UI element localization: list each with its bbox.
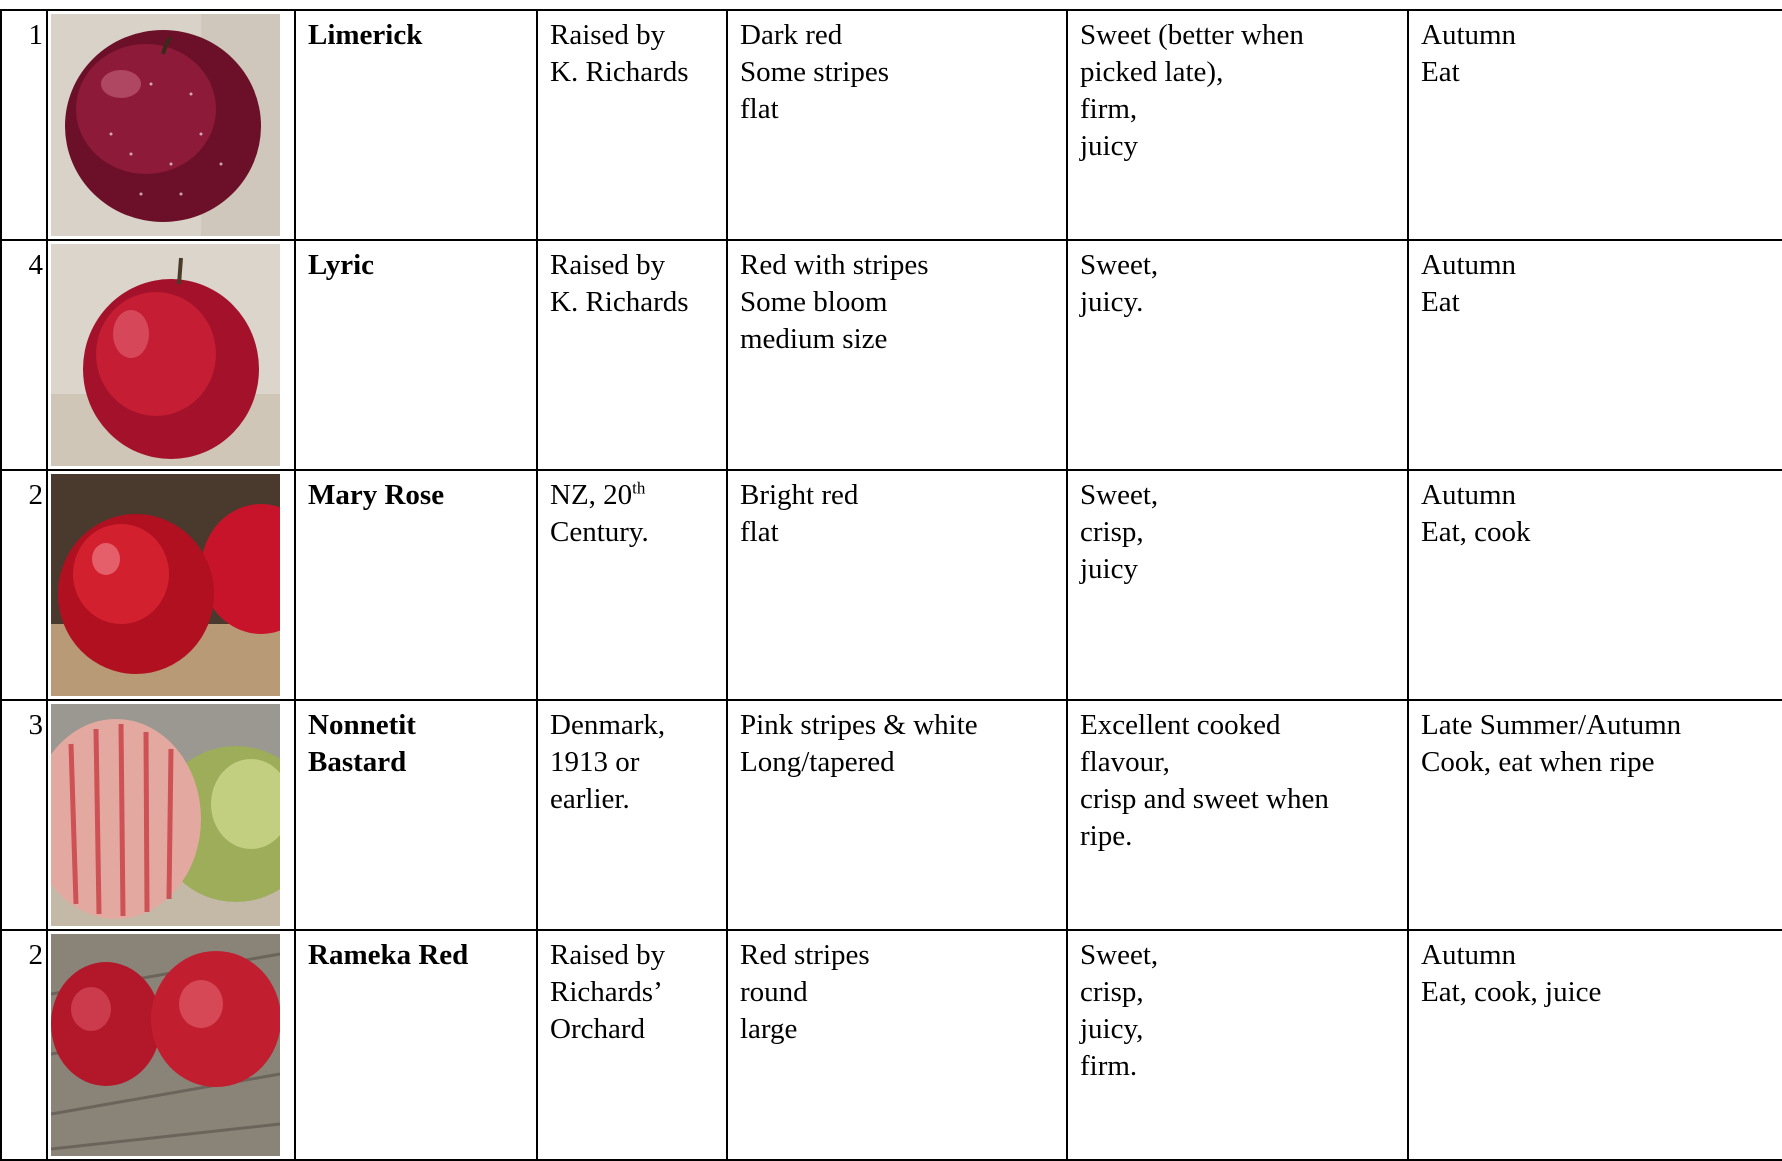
apple-photo-nonnetit-bastard [51, 704, 280, 926]
taste-cell: Sweet, crisp, juicy, firm. [1067, 930, 1408, 1160]
taste-cell: Sweet, juicy. [1067, 240, 1408, 470]
row-number: 2 [1, 930, 47, 1160]
row-number: 2 [1, 470, 47, 700]
apple-photo-rameka-red [51, 934, 280, 1156]
season-use-cell: Autumn Eat, cook, juice [1408, 930, 1782, 1160]
variety-name: Limerick [295, 10, 537, 240]
table-row [1, 470, 1782, 700]
table-row [1, 700, 1782, 930]
season-use-cell: Autumn Eat [1408, 10, 1782, 240]
appearance-cell: Red stripes round large [727, 930, 1067, 1160]
appearance-cell: Dark red Some stripes flat [727, 10, 1067, 240]
variety-name: Lyric [295, 240, 537, 470]
origin-cell: Denmark, 1913 or earlier. [537, 700, 727, 930]
taste-cell: Excellent cooked flavour, crisp and sweet when ripe. [1067, 700, 1408, 930]
origin-cell: Raised by K. Richards [537, 240, 727, 470]
row-number: 1 [1, 10, 47, 240]
apple-photo-lyric [51, 244, 280, 466]
appearance-cell: Bright red flat [727, 470, 1067, 700]
taste-cell: Sweet, crisp, juicy [1067, 470, 1408, 700]
row-number: 3 [1, 700, 47, 930]
apple-photo-mary-rose [51, 474, 280, 696]
table-row [1, 240, 1782, 470]
appearance-cell: Pink stripes & white Long/tapered [727, 700, 1067, 930]
appearance-cell: Red with stripes Some bloom medium size [727, 240, 1067, 470]
season-use-cell: Late Summer/Autumn Cook, eat when ripe [1408, 700, 1782, 930]
origin-cell: Raised by K. Richards [537, 10, 727, 240]
season-use-cell: Autumn Eat, cook [1408, 470, 1782, 700]
table-row [1, 10, 1782, 240]
variety-name: Nonnetit Bastard [295, 700, 537, 930]
table-row [1, 930, 1782, 1160]
apple-photo-limerick [51, 14, 280, 236]
season-use-cell: Autumn Eat [1408, 240, 1782, 470]
variety-name: Mary Rose [295, 470, 537, 700]
taste-cell: Sweet (better when picked late), firm, juicy [1067, 10, 1408, 240]
origin-cell: Raised by Richards’ Orchard [537, 930, 727, 1160]
apple-variety-table [0, 9, 1782, 1161]
variety-name: Rameka Red [295, 930, 537, 1160]
row-number: 4 [1, 240, 47, 470]
origin-cell: NZ, 20th Century. [537, 470, 727, 700]
